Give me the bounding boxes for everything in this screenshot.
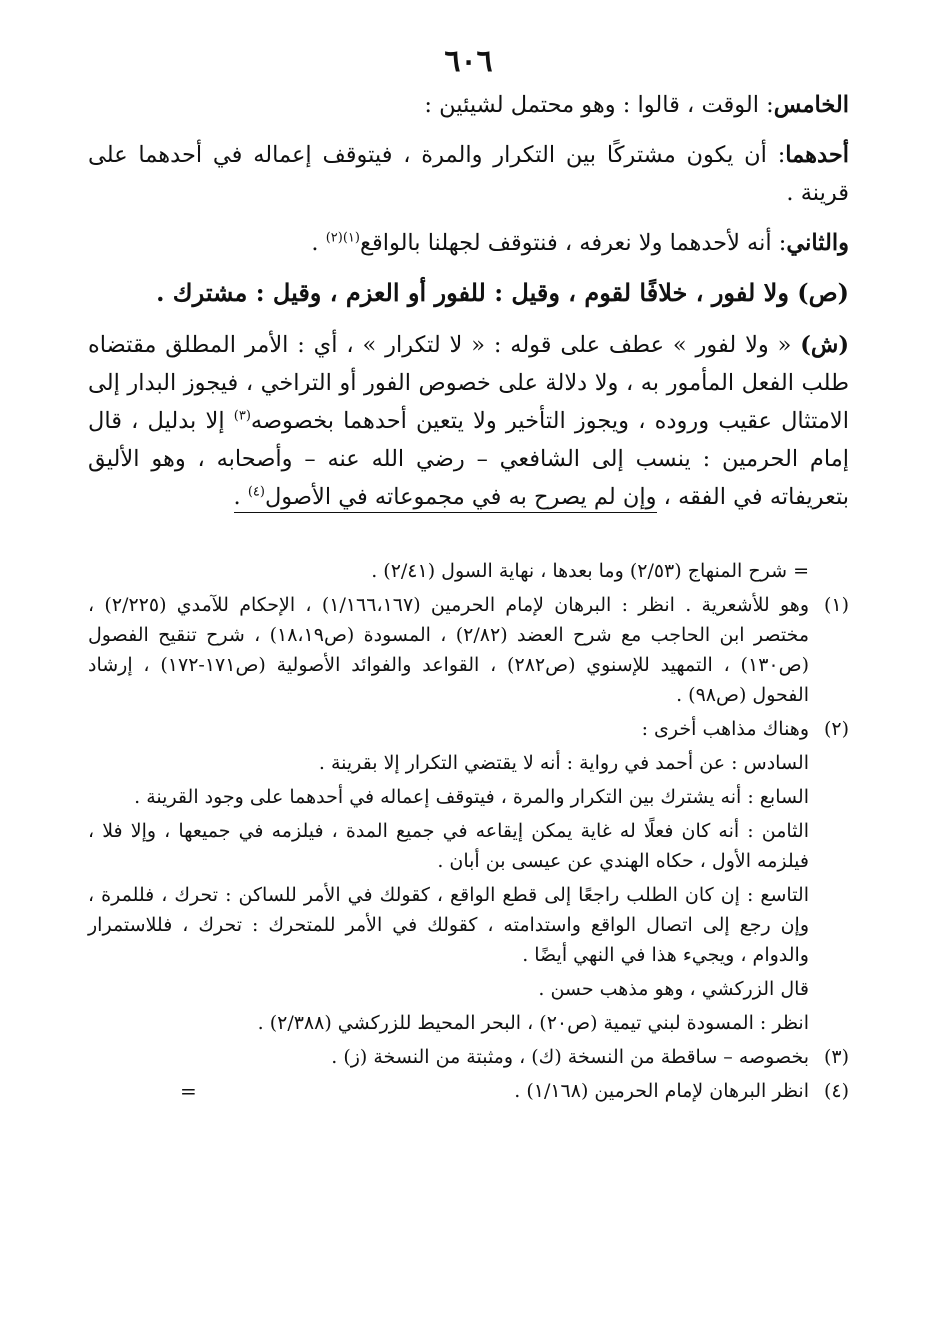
footnote-3-text: بخصوصه – ساقطة من النسخة (ك) ، ومثبتة من النسخة (ز) . [331,1046,809,1068]
paragraph-first-option [88,136,849,212]
text-first-option: : أن يكون مشتركًا بين التكرار والمرة ، فيتوقف إعماله في أحدهما على قرينة . [88,142,849,206]
footnote-2-number: (٢) [823,718,849,740]
footnote-continuation [88,556,849,586]
footnote-2 [88,714,849,744]
footnote-4-number: (٤) [823,1080,849,1102]
continuation-marker: = [180,1079,197,1103]
label-fifth: الخامس [773,92,849,118]
footnote-3 [88,1042,849,1072]
footnote-3-number: (٣) [823,1046,849,1068]
sharh-text-part1: « ولا لفور » عطف على قوله : « لا لتكرار » ، أي : الأمر المطلق مقتضاه طلب الفعل المأمور به ، ولا دلالة على خصوص الفور أو التراخي ، فيجوز البدار إلى الامتثال عقيب وروده ، ويجوز التأخير ولا يتعين أحدهما بخصوصه [88,332,849,434]
sharh-text-underlined [234,484,657,513]
main-text [88,86,849,516]
footnote-4-text: انظر البرهان لإمام الحرمين (١/١٦٨) . [514,1080,809,1102]
footnotes-section [88,556,849,1106]
sharh-text-part3: وإن لم يصرح به في مجموعاته في الأصول [264,484,657,510]
footnote-ref-4[interactable]: (٤) [247,484,265,500]
footnote-2-item: الثامن : أنه كان فعلًا له غاية يمكن إيقاعه في جميع المدة ، فيلزمه في جميعها ، وإلا فلا ، فيلزمه الأول ، حكاه الهندي عن عيسى بن أبان . [88,820,809,872]
footnote-1-text: وهو للأشعرية . انظر : البرهان لإمام الحرمين (١/١٦٦،١٦٧) ، الإحكام للآمدي (٢/٢٢٥) ، مختصر ابن الحاجب مع شرح العضد (٢/٨٢) ، المسودة (ص١٨،١٩) ، شرح تنقيح الفصول (ص١٣٠) ، التمهيد للإسنوي (ص٢٨٢) ، القواعد والفوائد الأصولية (ص١٧١-١٧٢) ، إرشاد الفحول (ص٩٨) . [88,594,810,706]
footnote-2-item: التاسع : إن كان الطلب راجعًا إلى قطع الواقع ، كقولك في الأمر للساكن : تحرك ، فللمرة ، وإن رجع إلى اتصال الواقع واستدامته ، كقولك في الأمر للمتحرك : تحرك ، فللاستمرار والدوام ، ويجيء هذا في النهي أيضًا . [88,884,809,966]
footnote-2-item: انظر : المسودة لبني تيمية (ص٢٠) ، البحر المحيط للزركشي (٢/٣٨٨) . [257,1012,809,1034]
footnote-1 [88,590,849,710]
continuation-text: = شرح المنهاج (٢/٥٣) وما بعدها ، نهاية السول (٢/٤١) . [371,560,809,582]
sharh-label: (ش) [800,332,849,358]
footnote-ref-1-2[interactable]: (١)(٢) [325,230,360,246]
sharh-end: . [233,484,248,510]
footnote-2-item: السادس : عن أحمد في رواية : أنه لا يقتضي التكرار إلا بقرينة . [318,752,809,774]
footnote-1-number: (١) [823,594,849,616]
sharh-paragraph [88,326,849,516]
text-fifth: : الوقت ، قالوا : وهو محتمل لشيئين : [424,92,774,118]
page-number: ٦٠٦ [444,44,493,79]
sharh-text-part2: إلا بدليل ، قال إمام الحرمين : ينسب إلى الشافعي – رضي الله عنه – وأصحابه ، وهو الأليق بتعريفاته في الفقه ، [88,408,849,510]
paragraph-second-option [88,224,849,262]
label-first-option: أحدهما [785,142,849,168]
matn-text: (ص) ولا لفور ، خلافًا لقوم ، وقيل : للفور أو العزم ، وقيل : مشترك . [156,278,849,307]
footnote-2-item: قال الزركشي ، وهو مذهب حسن . [538,978,809,1000]
footnote-2-text: وهناك مذاهب أخرى : [641,718,809,740]
footnote-2-item: السابع : أنه يشترك بين التكرار والمرة ، فيتوقف إعماله في أحدهما على وجود القرينة . [134,786,809,808]
text-end: . [311,230,326,256]
footnote-4 [88,1076,849,1106]
footnote-ref-3[interactable]: (٣) [233,408,251,424]
label-second-option: والثاني [786,230,849,256]
text-second-option: : أنه لأحدهما ولا نعرفه ، فنتوقف لجهلنا بالواقع [359,230,787,256]
paragraph-fifth [88,86,849,124]
